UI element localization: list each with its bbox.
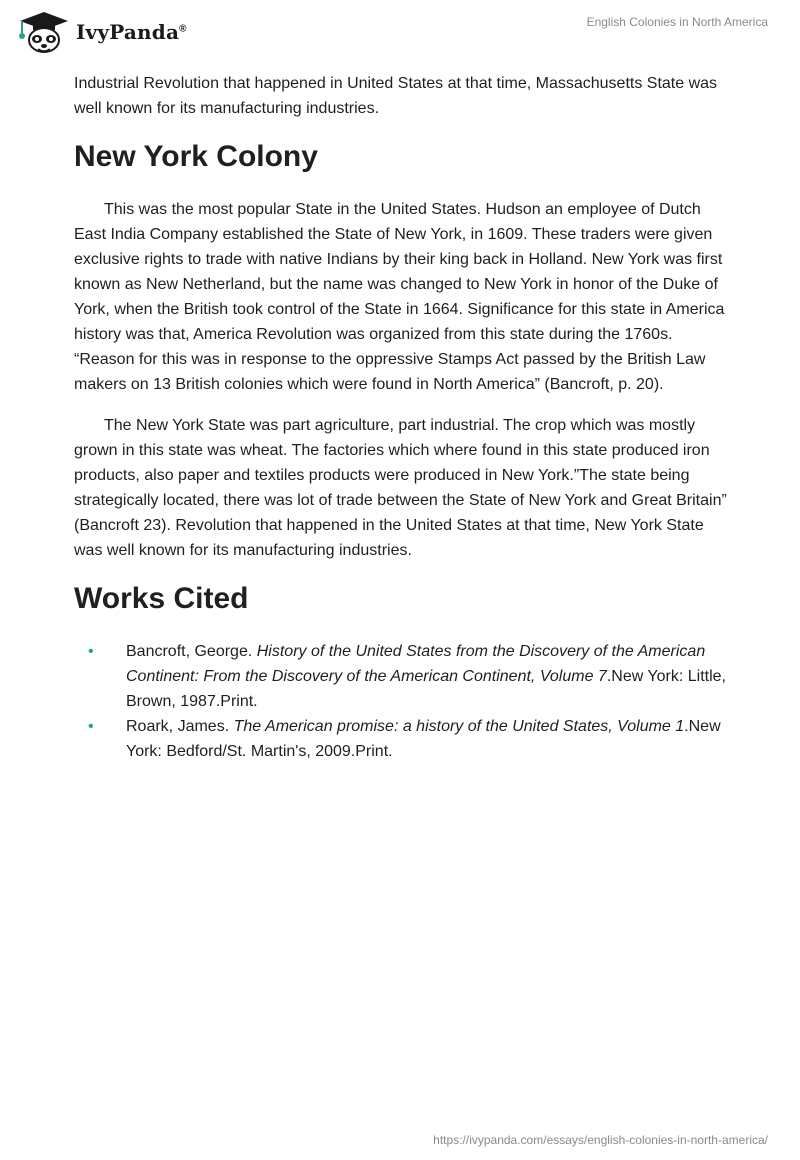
source-url-link[interactable]: https://ivypanda.com/essays/english-colonies-in-north-america/ bbox=[433, 1133, 768, 1147]
citation-title: History of the United States from the Discovery of the American Continent: From the Discovery of the American Continent, Volume 7 bbox=[126, 643, 706, 685]
essay-content bbox=[74, 71, 734, 764]
page-header bbox=[0, 0, 800, 64]
bullet-icon: • bbox=[88, 643, 94, 660]
citation-author: Roark, James. bbox=[126, 718, 234, 735]
citation-item bbox=[74, 714, 734, 764]
citation-publisher: .New York: Little, Brown, 1987.Print. bbox=[126, 668, 726, 710]
brand-name: IvyPanda® bbox=[76, 20, 187, 44]
works-cited-list bbox=[74, 639, 734, 764]
intro-paragraph: Industrial Revolution that happened in United States at that time, Massachusetts State was well known for its manufacturing industries. bbox=[74, 75, 718, 117]
works-cited-heading: Works Cited bbox=[74, 582, 249, 615]
brand-logo[interactable] bbox=[16, 8, 187, 56]
paragraph-new-york-economy: The New York State was part agriculture, part industrial. The crop which was mostly grown in this state was wheat. The factories which where found in this state produced iron products, also paper and textiles products were produced in New York.”The state being strategically located, there was lot of trade between the State of New York and Great Britain” (Bancroft 23). Revolution that happened in the United States at that time, New York State was well known for its manufacturing industries. bbox=[74, 417, 727, 559]
citation-author: Bancroft, George. bbox=[126, 643, 257, 660]
citation-title: The American promise: a history of the United States, Volume 1 bbox=[233, 718, 685, 735]
citation-publisher: .New York: Bedford/St. Martin's, 2009.Print. bbox=[126, 718, 721, 760]
paragraph-new-york-history: This was the most popular State in the United States. Hudson an employee of Dutch East India Company established the State of New York, in 1609. These traders were given exclusive rights to trade with native Indians by their king back in Holland. New York was first known as New Netherland, but the name was changed to New York in honor of the Duke of York, when the British took control of the State in 1664. Significance for this state in America history was that, America Revolution was organized from this state during the 1760s. “Reason for this was in response to the oppressive Stamps Act passed by the British Law makers on 13 British colonies which were found in North America” (Bancroft, p. 20). bbox=[74, 201, 725, 393]
section-heading-new-york: New York Colony bbox=[74, 140, 318, 173]
document-title: English Colonies in North America bbox=[586, 15, 768, 29]
bullet-icon: • bbox=[88, 718, 94, 735]
panda-graduate-icon bbox=[16, 10, 72, 54]
citation-item bbox=[74, 639, 734, 714]
